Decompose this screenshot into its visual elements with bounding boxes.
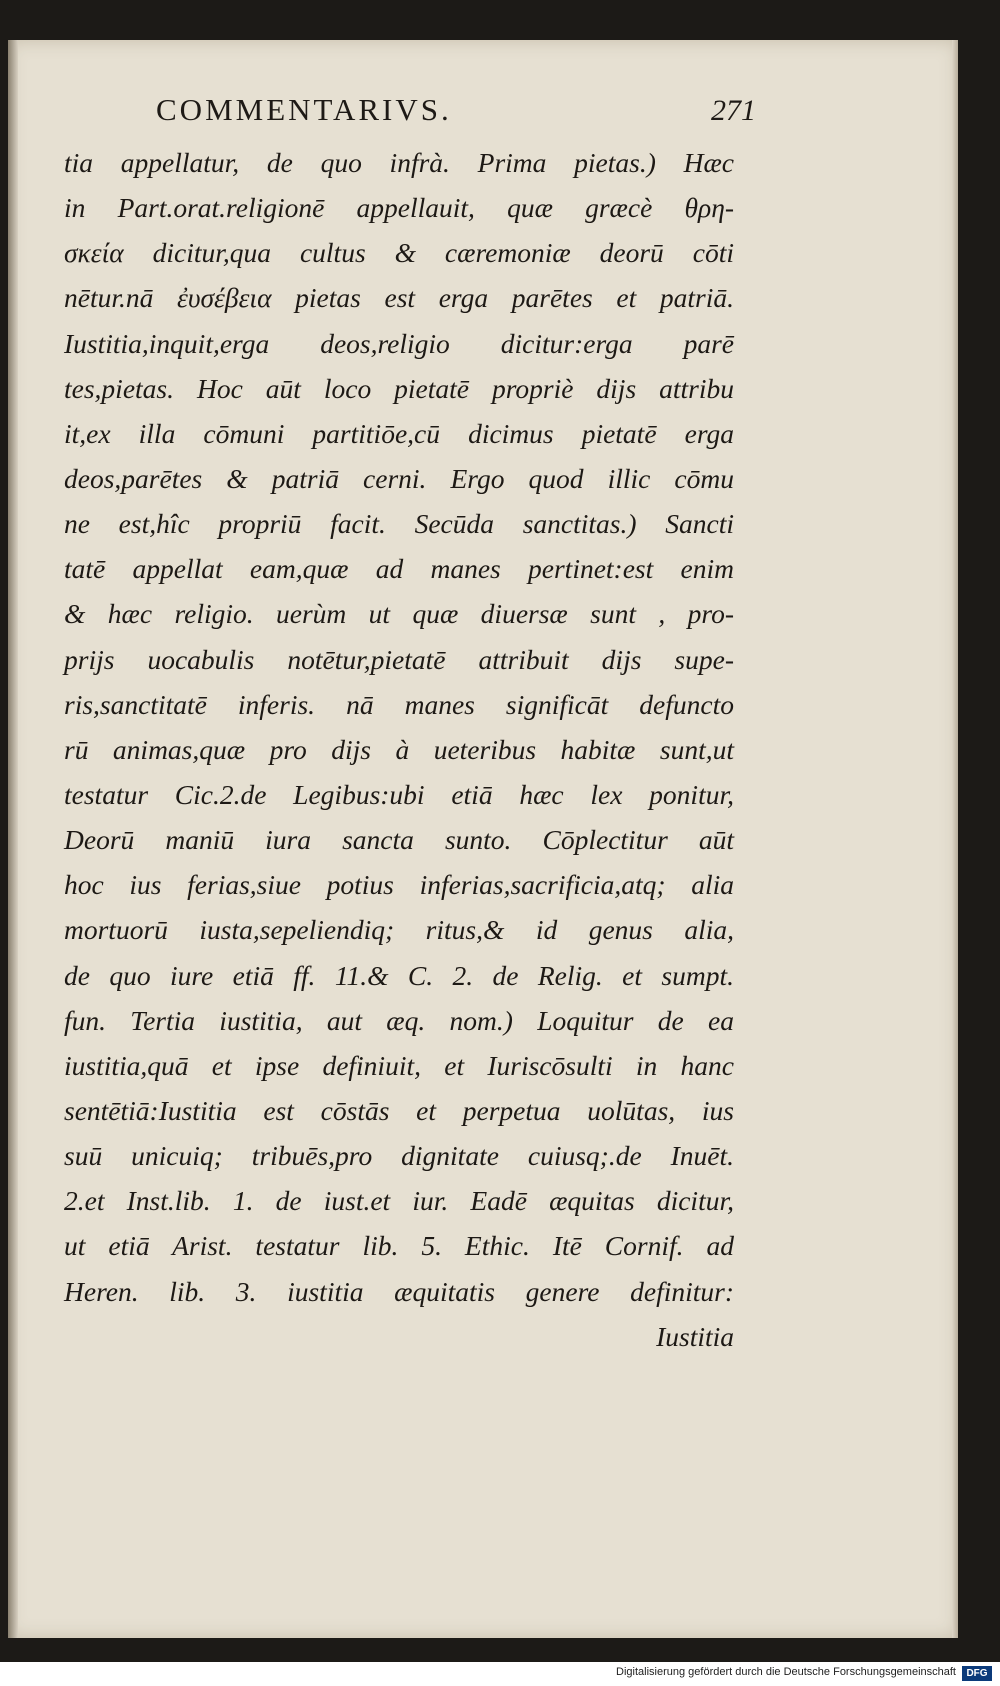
text-line: testatur Cic.2.de Legibus:ubi etiā hæc lex ponitur,: [64, 778, 734, 810]
running-title: COMMENTARIVS.: [156, 92, 452, 127]
text-line: sentētiā:Iustitia est cōstās et perpetua uolūtas, ius: [64, 1094, 734, 1126]
text-line: & hæc religio. uerùm ut quæ diuersæ sunt , pro-: [64, 598, 734, 630]
text-line: σκεία dicitur,qua cultus & cæremoniæ deorū cōti: [64, 237, 734, 269]
page-number: 271: [711, 94, 756, 127]
text-line: Deorū maniū iura sancta sunto. Cōplectitur aūt: [64, 824, 734, 856]
page-gutter-shadow: [8, 40, 18, 1638]
body-text: [64, 140, 734, 1359]
page-fore-edge: [952, 40, 958, 1638]
text-line: iustitia,quā et ipse definiuit, et Iuriscōsulti in hanc: [64, 1049, 734, 1081]
text-line: de quo iure etiā ff. 11.& C. 2. de Relig. et sumpt.: [64, 959, 734, 991]
text-line: ris,sanctitatē inferis. nā manes significāt defuncto: [64, 688, 734, 720]
text-line: Iustitia: [656, 1320, 734, 1352]
text-line: prijs uocabulis notētur,pietatē attribuit dijs supe-: [64, 643, 734, 675]
book-page: [8, 40, 958, 1638]
text-line: hoc ius ferias,siue potius inferias,sacrificia,atq; alia: [64, 869, 734, 901]
text-line: mortuorū iusta,sepeliendiq; ritus,& id genus alia,: [64, 914, 734, 946]
dfg-logo: DFG: [962, 1666, 992, 1681]
text-line: 2.et Inst.lib. 1. de iust.et iur. Eadē æquitas dicitur,: [64, 1185, 734, 1217]
text-line: in Part.orat.religionē appellauit, quæ græcè θρη-: [64, 192, 734, 224]
footer-strip: [0, 1662, 1000, 1686]
text-line: Iustitia,inquit,erga deos,religio dicitur:erga parē: [64, 327, 734, 359]
text-line: deos,parētes & patriā cerni. Ergo quod illic cōmu: [64, 462, 734, 494]
text-line: ut etiā Arist. testatur lib. 5. Ethic. Itē Cornif. ad: [64, 1230, 734, 1262]
text-line: suū unicuiq; tribuēs,pro dignitate cuiusq;.de Inuēt.: [64, 1140, 734, 1172]
text-line: it,ex illa cōmuni partitiōe,cū dicimus pietatē erga: [64, 417, 734, 449]
text-line: tatē appellat eam,quæ ad manes pertinet:est enim: [64, 553, 734, 585]
funding-credit: Digitalisierung gefördert durch die Deutsche Forschungsgemeinschaft: [616, 1666, 956, 1678]
running-head: [156, 92, 756, 132]
text-line: ne est,hîc propriū facit. Secūda sanctitas.) Sancti: [64, 508, 734, 540]
text-line: rū animas,quæ pro dijs à ueteribus habitæ sunt,ut: [64, 733, 734, 765]
text-line: nētur.nā ἐυσέβεια pietas est erga parētes et patriā.: [64, 282, 734, 314]
text-line: tia appellatur, de quo infrà. Prima pietas.) Hæc: [64, 147, 734, 178]
text-line: tes,pietas. Hoc aūt loco pietatē propriè dijs attribu: [64, 372, 734, 404]
text-line: fun. Tertia iustitia, aut æq. nom.) Loquitur de ea: [64, 1004, 734, 1036]
text-line: Heren. lib. 3. iustitia æquitatis genere definitur:: [64, 1275, 734, 1307]
